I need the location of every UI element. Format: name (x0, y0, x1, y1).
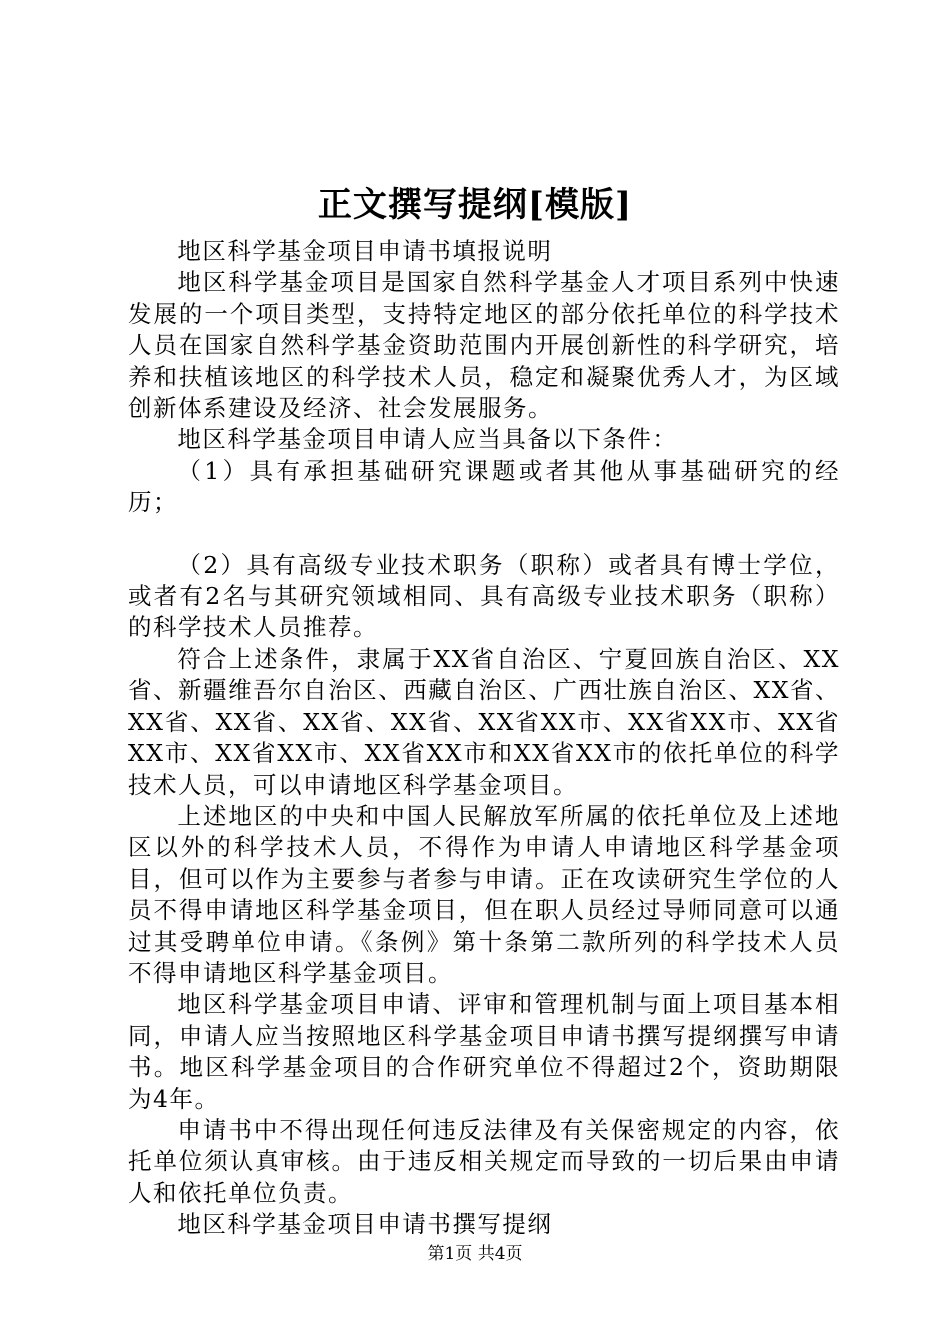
paragraph-restrictions: 上述地区的中央和中国人民解放军所属的依托单位及上述地区以外的科学技术人员，不得作为申请人申请地区科学基金项目，但可以作为主要参与者参与申请。正在攻读研究生学位的人员不得申请地区科学基金项目，但在职人员经过导师同意可以通过其受聘单位申请。《条例》第十条第二款所列的科学技术人员不得申请地区科学基金项目。 (128, 801, 840, 987)
page-number-footer: 第1页 共4页 (427, 1244, 523, 1264)
paragraph-confidentiality: 申请书中不得出现任何违反法律及有关保密规定的内容，依托单位须认真审核。由于违反相关规定而导致的一切后果由申请人和依托单位负责。 (128, 1115, 840, 1207)
paragraph-eligible-regions: 符合上述条件，隶属于XX省自治区、宁夏回族自治区、XX省、新疆维吾尔自治区、西藏自治区、广西壮族自治区、XX省、XX省、XX省、XX省、XX省、XX省XX市、XX省XX市、XX省XX市、XX省XX市、XX省XX市和XX省XX市的依托单位的科学技术人员，可以申请地区科学基金项目。 (128, 644, 840, 799)
paragraph-heading: 地区科学基金项目申请书填报说明 (177, 237, 553, 265)
paragraph-conditions-lead: 地区科学基金项目申请人应当具备以下条件： (177, 425, 678, 454)
paragraph-condition-1: （1）具有承担基础研究课题或者其他从事基础研究的经历； (128, 456, 840, 517)
document-title: 正文撰写提纲[模版] (317, 185, 633, 225)
document-body (128, 236, 840, 1241)
paragraph-intro: 地区科学基金项目是国家自然科学基金人才项目系列中快速发展的一个项目类型，支持特定地区的部分依托单位的科学技术人员在国家自然科学基金资助范围内开展创新性的科学研究，培养和扶植该地区的科学技术人员，稳定和凝聚优秀人才，为区域创新体系建设及经济、社会发展服务。 (128, 268, 840, 423)
paragraph-condition-2: （2）具有高级专业技术职务（职称）或者具有博士学位，或者有2名与其研究领域相同、具有高级专业技术职务（职称）的科学技术人员推荐。 (128, 550, 840, 642)
paragraph-review-mechanism: 地区科学基金项目申请、评审和管理机制与面上项目基本相同，申请人应当按照地区科学基金项目申请书撰写提纲撰写申请书。地区科学基金项目的合作研究单位不得超过2个，资助期限为4年。 (128, 990, 840, 1113)
paragraph-outline-heading: 地区科学基金项目申请书撰写提纲 (177, 1210, 553, 1239)
